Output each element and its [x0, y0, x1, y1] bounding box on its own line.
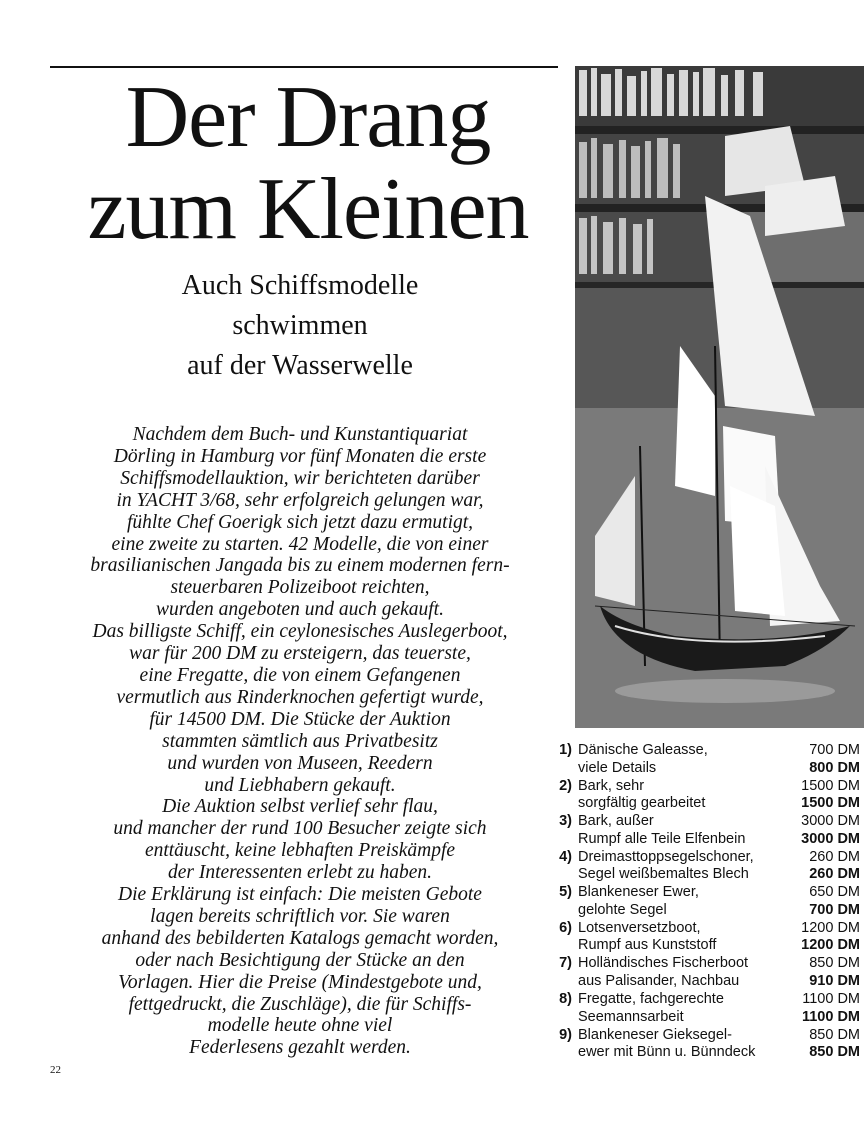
minimum-bid: 850 DM — [809, 1026, 860, 1043]
sale-price: 260 DM — [809, 866, 860, 883]
item-number: 3) — [559, 813, 572, 830]
item-description-2: sorgfältig gearbeitet — [578, 795, 706, 812]
item-number: 5) — [559, 884, 572, 901]
item-description-2: gelohte Segel — [578, 901, 667, 918]
item-number: 9) — [559, 1026, 572, 1043]
sale-price: 1500 DM — [801, 795, 860, 812]
body-line: fühlte Chef Goerigk sich jetzt dazu ermutigt, — [126, 511, 474, 533]
body-line: anhand des bebilderten Katalogs gemacht worden, — [101, 927, 499, 949]
item-description-2: viele Details — [578, 759, 657, 776]
item-details — [572, 742, 860, 777]
item-number: 6) — [559, 919, 572, 936]
price-list-item — [544, 955, 860, 990]
item-line-1 — [578, 920, 860, 938]
item-description-1: Lotsenversetzboot, — [578, 919, 701, 936]
item-details — [572, 920, 860, 955]
item-description-1: Fregatte, fachgerechte — [578, 991, 724, 1008]
sale-price: 1200 DM — [801, 937, 860, 954]
body-line: und mancher der rund 100 Besucher zeigte sich — [113, 818, 487, 840]
sale-price: 1100 DM — [801, 1008, 860, 1025]
item-description-2: aus Palisander, Nachbau — [578, 973, 740, 990]
sale-price: 700 DM — [809, 901, 860, 918]
body-line: Schiffsmodellauktion, wir berichteten darüber — [120, 467, 480, 489]
item-line-1 — [578, 991, 860, 1009]
item-number: 7) — [559, 955, 572, 972]
body-line: brasilianischen Jangada bis zu einem modernen fern- — [90, 555, 510, 577]
item-line-1 — [578, 955, 860, 973]
body-line: Die Auktion selbst verlief sehr flau, — [162, 796, 438, 818]
item-line-2 — [578, 760, 860, 778]
subtitle-line: schwimmen — [232, 310, 368, 341]
item-description-1: Dänische Galeasse, — [578, 742, 708, 758]
item-line-2 — [578, 937, 860, 955]
body-line: oder nach Besichtigung der Stücke an den — [135, 949, 465, 971]
body-line: Das billigste Schiff, ein ceylonesisches Auslegerboot, — [92, 621, 508, 643]
price-list-item — [544, 813, 860, 848]
article-subtitle — [140, 266, 460, 386]
item-description-1: Dreimasttoppsegelschoner, — [578, 848, 754, 865]
item-line-1 — [578, 849, 860, 867]
body-line: und Liebhabern gekauft. — [204, 774, 396, 796]
price-list-item — [544, 1027, 860, 1062]
item-line-2 — [578, 1009, 860, 1027]
item-details — [572, 955, 860, 990]
item-line-1 — [578, 778, 860, 796]
minimum-bid: 700 DM — [809, 742, 860, 758]
item-number: 4) — [559, 848, 572, 865]
item-description-2: Segel weißbemaltes Blech — [578, 866, 749, 883]
body-line: enttäuscht, keine lebhaften Preiskämpfe — [144, 840, 456, 862]
price-list-item — [544, 849, 860, 884]
top-rule — [50, 66, 558, 68]
ship-model-photo — [575, 66, 864, 728]
item-line-2 — [578, 866, 860, 884]
item-line-2 — [578, 795, 860, 813]
item-details — [572, 1027, 860, 1062]
item-line-2 — [578, 1044, 860, 1062]
page-number: 22 — [50, 1064, 61, 1076]
body-line: Nachdem dem Buch- und Kunstantiquariat — [132, 424, 468, 445]
minimum-bid: 1200 DM — [801, 919, 860, 936]
body-line: und wurden von Museen, Reedern — [167, 752, 433, 774]
title-line-2: zum Kleinen — [87, 161, 529, 258]
subtitle-line: auf der Wasserwelle — [187, 350, 413, 381]
minimum-bid: 1100 DM — [802, 991, 860, 1008]
body-line: in YACHT 3/68, sehr erfolgreich gelungen war, — [116, 489, 484, 511]
body-line: Vorlagen. Hier die Preise (Mindestgebote und, — [118, 971, 482, 993]
sale-price: 800 DM — [809, 759, 860, 776]
body-line: Die Erklärung ist einfach: Die meisten Gebote — [118, 884, 482, 906]
item-details — [572, 849, 860, 884]
item-description-1: Holländisches Fischerboot — [578, 955, 749, 972]
body-line: fettgedruckt, die Zuschläge), die für Schiffs- — [128, 993, 472, 1015]
price-list-item — [544, 920, 860, 955]
body-line: wurden angeboten und auch gekauft. — [156, 599, 444, 621]
item-line-2 — [578, 973, 860, 991]
item-details — [572, 884, 860, 919]
article-body — [40, 424, 560, 1059]
item-description-1: Blankeneser Ewer, — [578, 884, 699, 901]
body-line: steuerbaren Polizeiboot reichten, — [170, 577, 430, 599]
item-line-1 — [578, 742, 860, 760]
body-line: Federlesens gezahlt werden. — [189, 1037, 411, 1059]
body-line: war für 200 DM zu ersteigern, das teuerste, — [129, 643, 471, 665]
body-line: stammten sämtlich aus Privatbesitz — [162, 730, 438, 752]
body-line: Dörling in Hamburg vor fünf Monaten die erste — [113, 445, 487, 467]
article-title — [48, 69, 568, 258]
body-line: vermutlich aus Rinderknochen gefertigt wurde, — [116, 686, 484, 708]
title-line-1: Der Drang — [125, 69, 491, 166]
item-description-1: Bark, außer — [578, 813, 654, 830]
item-description-2: Rumpf aus Kunststoff — [578, 937, 717, 954]
item-line-1 — [578, 884, 860, 902]
item-description-2: ewer mit Bünn u. Bünndeck — [578, 1044, 756, 1061]
item-description-2: Rumpf alle Teile Elfenbein — [578, 830, 746, 847]
body-line: lagen bereits schriftlich vor. Sie waren — [150, 905, 450, 927]
body-line: für 14500 DM. Die Stücke der Auktion — [149, 708, 451, 730]
price-list-item — [544, 778, 860, 813]
body-line: der Interessenten erlebt zu haben. — [167, 862, 433, 884]
item-description-1: Bark, sehr — [578, 777, 645, 794]
minimum-bid: 3000 DM — [801, 813, 860, 830]
item-description-1: Blankeneser Gieksegel- — [578, 1026, 732, 1043]
item-number: 2) — [559, 777, 572, 794]
subtitle-line: Auch Schiffsmodelle — [181, 270, 419, 301]
body-line: modelle heute ohne viel — [207, 1015, 393, 1037]
item-number: 1) — [559, 742, 572, 758]
sale-price: 910 DM — [809, 973, 860, 990]
item-details — [572, 991, 860, 1026]
item-number: 8) — [559, 991, 572, 1008]
item-line-2 — [578, 831, 860, 849]
price-list-item — [544, 884, 860, 919]
sale-price: 3000 DM — [801, 830, 860, 847]
minimum-bid: 650 DM — [809, 884, 860, 901]
sale-price: 850 DM — [809, 1044, 860, 1061]
item-description-2: Seemannsarbeit — [578, 1008, 684, 1025]
price-list-item — [544, 991, 860, 1026]
item-details — [572, 813, 860, 848]
item-line-2 — [578, 902, 860, 920]
minimum-bid: 850 DM — [809, 955, 860, 972]
item-line-1 — [578, 1027, 860, 1045]
body-line: eine Fregatte, die von einem Gefangenen — [139, 664, 461, 686]
minimum-bid: 260 DM — [809, 848, 860, 865]
minimum-bid: 1500 DM — [801, 777, 860, 794]
item-details — [572, 778, 860, 813]
price-list — [544, 742, 860, 1062]
price-list-item — [544, 742, 860, 777]
body-line: eine zweite zu starten. 42 Modelle, die von einer — [111, 533, 489, 555]
item-line-1 — [578, 813, 860, 831]
